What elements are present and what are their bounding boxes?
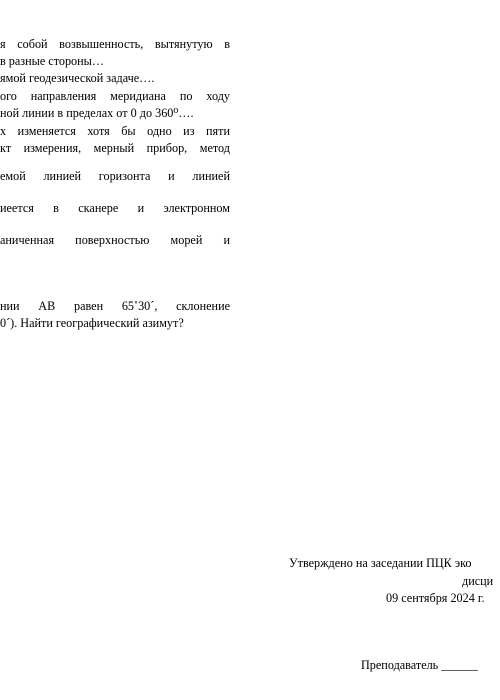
body-line-10: аниченная поверхностью морей и [0,233,230,247]
body-line-9: иеется в сканере и электронном [0,201,230,215]
discipline-line: дисци [462,574,494,588]
body-line-6: х изменяется хотя бы одно из пяти [0,124,230,138]
body-line-11: нии АВ равен 65˚30´, склонение [0,299,230,313]
body-line-1: я собой возвышенность, вытянутую в [0,37,230,51]
body-line-5: ной линии в пределах от 0 до 360⁰…. [0,106,194,120]
body-line-3: ямой геодезической задаче…. [0,71,155,85]
body-line-8: емой линией горизонта и линией [0,169,230,183]
body-line-12: 0´). Найти географический азимут? [0,316,184,330]
teacher-line: Преподаватель ______ [361,658,478,672]
body-line-2: в разные стороны… [0,54,105,68]
body-line-7: кт измерения, мерный прибор, метод [0,141,230,155]
approval-line: Утверждено на заседании ПЦК эко [289,556,472,570]
body-line-4: ого направления меридиана по ходу [0,89,230,103]
date-line: 09 сентября 2024 г. [386,591,485,605]
